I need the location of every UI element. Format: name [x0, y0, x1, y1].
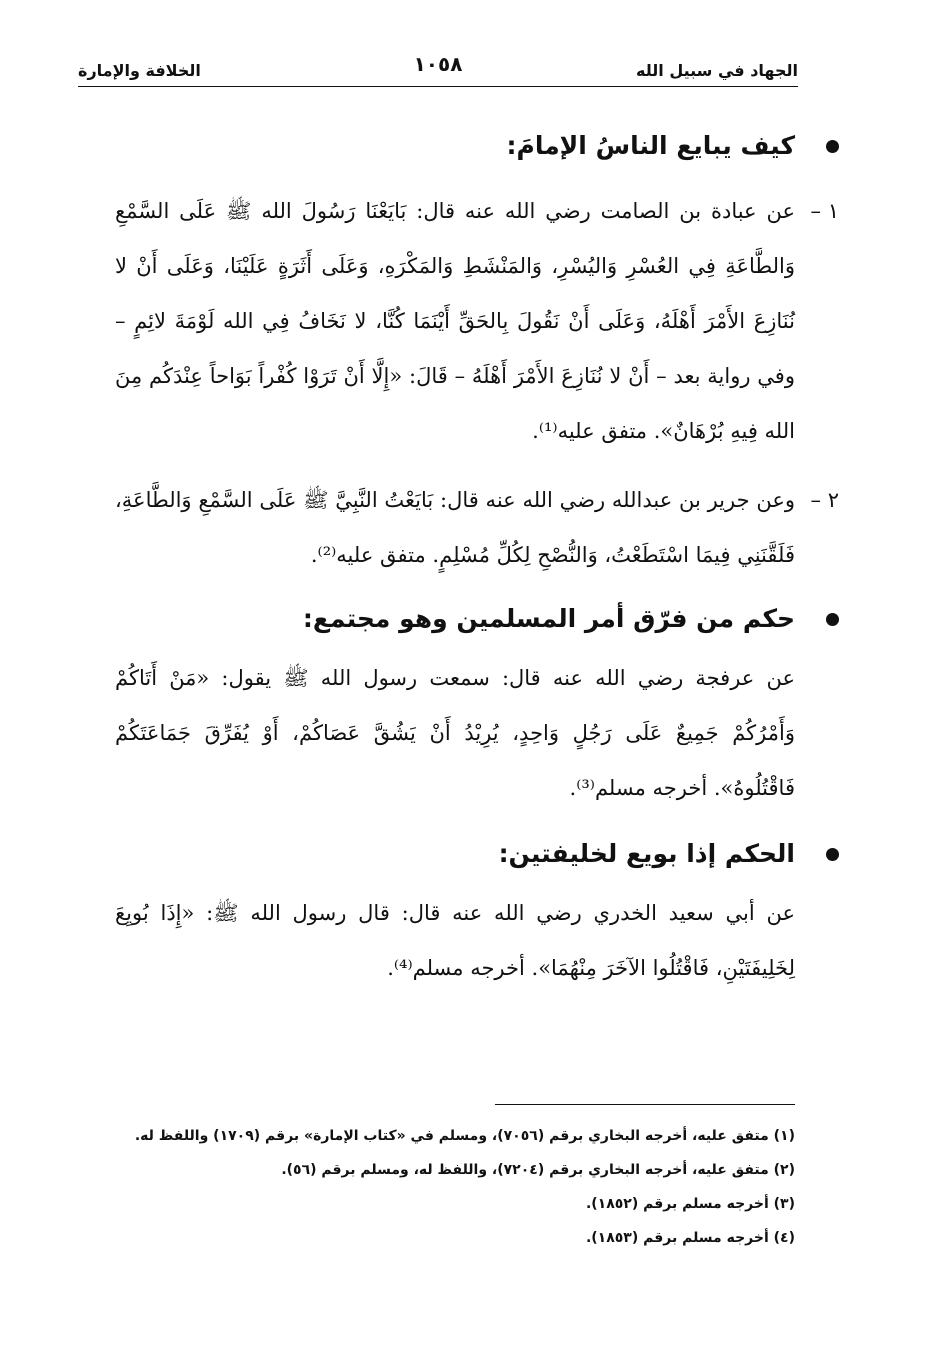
section-heading-two-caliphs — [115, 834, 795, 874]
hadith-paragraph-4 — [115, 886, 795, 996]
item-number: ٢ – — [810, 488, 839, 512]
hadith-text: عن أبي سعيد الخدري رضي الله عنه قال: قال رسول الله ﷺ: «إِذَا بُويِعَ لِخَلِيفَتَيْنِ، فَاقْتُلُوا الآخَرَ مِنْهُمَا». أخرجه مسلم⁽⁴⁾. — [115, 901, 795, 980]
hadith-paragraph-3 — [115, 651, 795, 816]
hadith-text: وعن جرير بن عبدالله رضي الله عنه قال: بَايَعْتُ النَّبِيَّ ﷺ عَلَى السَّمْعِ وَالطَّاعَةِ، فَلَقَّنَنِي فِيمَا اسْتَطَعْتُ، وَالنُّصْحِ لِكُلِّ مُسْلِمٍ. متفق عليه⁽²⁾. — [115, 488, 795, 567]
footnote-1: (١) متفق عليه، أخرجه البخاري برقم (٧٠٥٦)، ومسلم في «كتاب الإمارة» برقم (١٧٠٩) واللفظ له. — [134, 1128, 795, 1144]
footnote-3: (٣) أخرجه مسلم برقم (١٨٥٢). — [585, 1196, 795, 1212]
hadith-text: عن عرفجة رضي الله عنه قال: سمعت رسول الله ﷺ يقول: «مَنْ أَتَاكُمْ وَأَمْرُكُمْ جَمِيعٌ عَلَى رَجُلٍ وَاحِدٍ، يُرِيْدُ أَنْ يَشُقَّ عَصَاكُمْ، أَوْ يُفَرِّقَ جَمَاعَتَكُمْ فَاقْتُلُوهُ». أخرجه مسلم⁽³⁾. — [115, 666, 795, 800]
footnotes — [115, 1104, 795, 1255]
heading-text: الحكم إذا بويع لخليفتين: — [498, 839, 795, 868]
footnote-4: (٤) أخرجه مسلم برقم (١٨٥٣). — [585, 1230, 795, 1246]
bullet-icon — [826, 140, 839, 153]
footnote-divider — [495, 1104, 795, 1105]
chapter-title: الخلافة والإمارة — [78, 61, 201, 80]
item-number: ١ – — [810, 199, 839, 223]
section-heading-division — [115, 599, 795, 639]
heading-text: كيف يبايع الناسُ الإمامَ: — [506, 131, 795, 160]
main-text — [115, 118, 839, 996]
book-title: الجهاد في سبيل الله — [636, 61, 798, 80]
bullet-icon — [826, 613, 839, 626]
running-header — [78, 52, 798, 87]
heading-text: حكم من فرّق أمر المسلمين وهو مجتمع: — [302, 604, 795, 633]
footnote-2: (٢) متفق عليه، أخرجه البخاري برقم (٧٢٠٤)، واللفظ له، ومسلم برقم (٥٦). — [281, 1162, 795, 1178]
bullet-icon — [826, 848, 839, 861]
section-heading-bay-ah — [115, 126, 795, 166]
hadith-text: عن عبادة بن الصامت رضي الله عنه قال: بَايَعْنَا رَسُولَ الله ﷺ عَلَى السَّمْعِ وَالطَّاعَةِ فِي العُسْرِ وَاليُسْرِ، وَالمَنْشَطِ وَالمَكْرَهِ، وَعَلَى أَثَرَةٍ عَلَيْنَا، وَعَلَى أَنْ لا نُنَازِعَ الأَمْرَ أَهْلَهُ، وَعَلَى أَنْ نَقُولَ بِالحَقِّ أَيْنَمَا كُنَّا، لا نَخَافُ فِي الله لَوْمَةَ لائِمٍ – وفي رواية بعد – أَنْ لا نُنَازِعَ الأَمْرَ أَهْلَهُ – قَالَ: «إِلَّا أَنْ تَرَوْا كُفْراً بَوَاحاً عِنْدَكُم مِنَ الله فِيهِ بُرْهَانٌ». متفق عليه⁽¹⁾. — [115, 199, 795, 443]
hadith-paragraph-2 — [115, 473, 839, 583]
hadith-paragraph-1 — [115, 184, 839, 459]
page-number: ١٠٥٨ — [413, 52, 463, 76]
